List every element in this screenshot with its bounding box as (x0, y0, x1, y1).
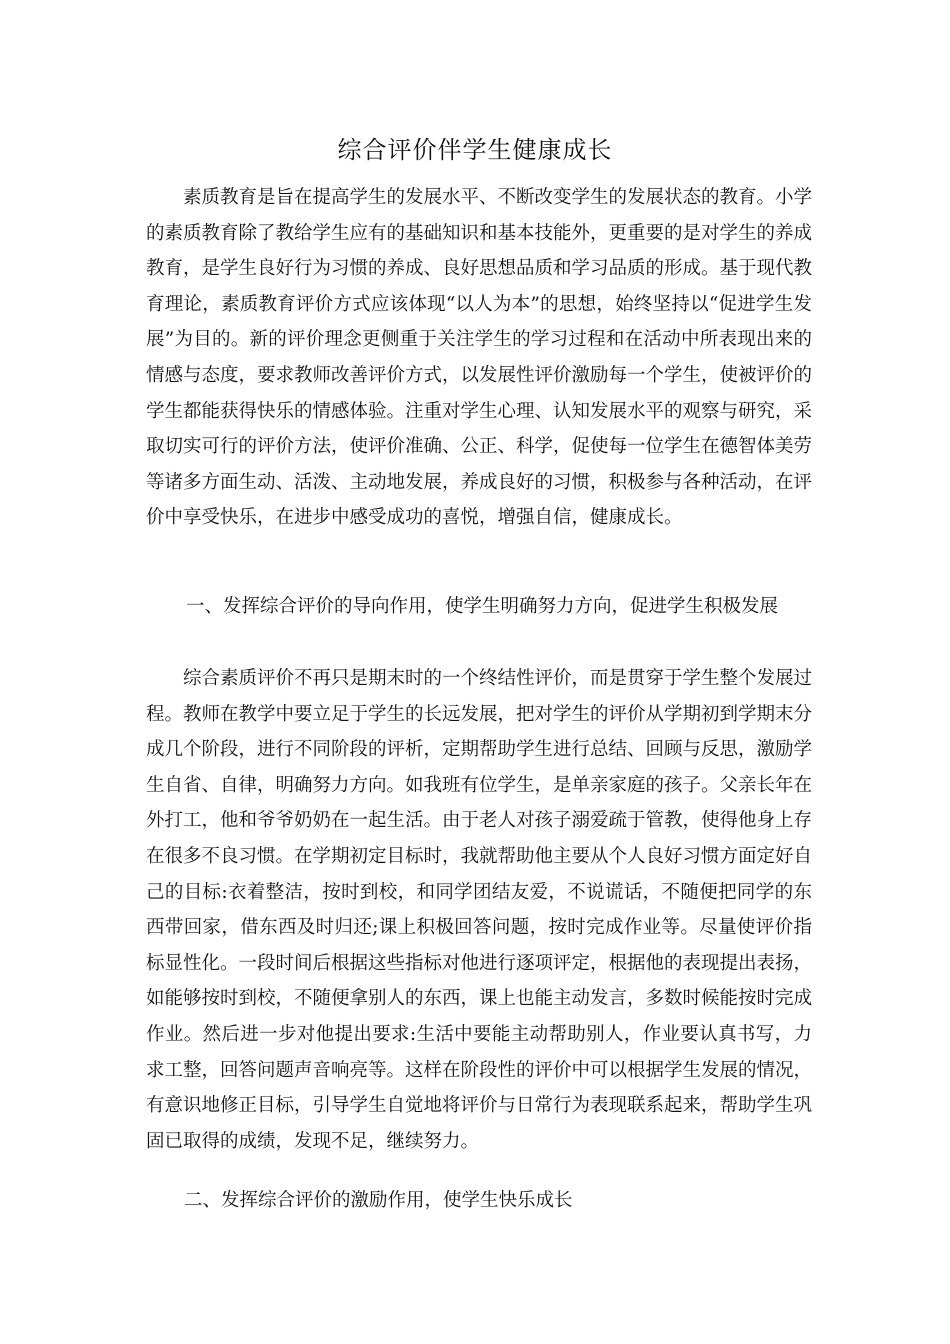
intro-paragraph: 素质教育是旨在提高学生的发展水平、不断改变学生的发展状态的教育。小学的素质教育除了教给学生应有的基础知识和基本技能外，更重要的是对学生的养成教育，是学生良好行为习惯的养成、良好思想品质和学习品质的形成。基于现代教育理论，素质教育评价方式应该体现“以人为本”的思想，始终坚持以“促进学生发展”为目的。新的评价理念更侧重于关注学生的学习过程和在活动中所表现出来的情感与态度，要求教师改善评价方式，以发展性评价激励每一个学生，使被评价的学生都能获得快乐的情感体验。注重对学生心理、认知发展水平的观察与研究，采取切实可行的评价方法，使评价准确、公正、科学，促使每一位学生在德智体美劳等诸多方面生动、活泼、主动地发展，养成良好的习惯，积极参与各种活动，在评价中享受快乐，在进步中感受成功的喜悦，增强自信，健康成长。 (146, 187, 813, 529)
section-heading-2: 二、发挥综合评价的激励作用，使学生快乐成长 (184, 1190, 573, 1211)
page-title: 综合评价伴学生健康成长 (337, 136, 613, 164)
section-heading-1: 一、发挥综合评价的导向作用，使学生明确努力方向，促进学生积极发展 (186, 596, 779, 617)
section-1-paragraph: 综合素质评价不再只是期末时的一个终结性评价，而是贯穿于学生整个发展过程。教师在教学中要立足于学生的长远发展，把对学生的评价从学期初到学期末分成几个阶段，进行不同阶段的评析，定期帮助学生进行总结、回顾与反思，激励学生自省、自律，明确努力方向。如我班有位学生，是单亲家庭的孩子。父亲长年在外打工，他和爷爷奶奶在一起生活。由于老人对孩子溺爱疏于管教，使得他身上存在很多不良习惯。在学期初定目标时，我就帮助他主要从个人良好习惯方面定好自己的目标:衣着整洁，按时到校，和同学团结友爱，不说谎话，不随便把同学的东西带回家，借东西及时归还;课上积极回答问题，按时完成作业等。尽量使评价指标显性化。一段时间后根据这些指标对他进行逐项评定，根据他的表现提出表扬，如能够按时到校，不随便拿别人的东西，课上也能主动发言，多数时候能按时完成作业。然后进一步对他提出要求:生活中要能主动帮助别人，作业要认真书写，力求工整，回答问题声音响亮等。这样在阶段性的评价中可以根据学生发展的情况，有意识地修正目标，引导学生自觉地将评价与日常行为表现联系起来，帮助学生巩固已取得的成绩，发现不足，继续努力。 (146, 668, 813, 1152)
